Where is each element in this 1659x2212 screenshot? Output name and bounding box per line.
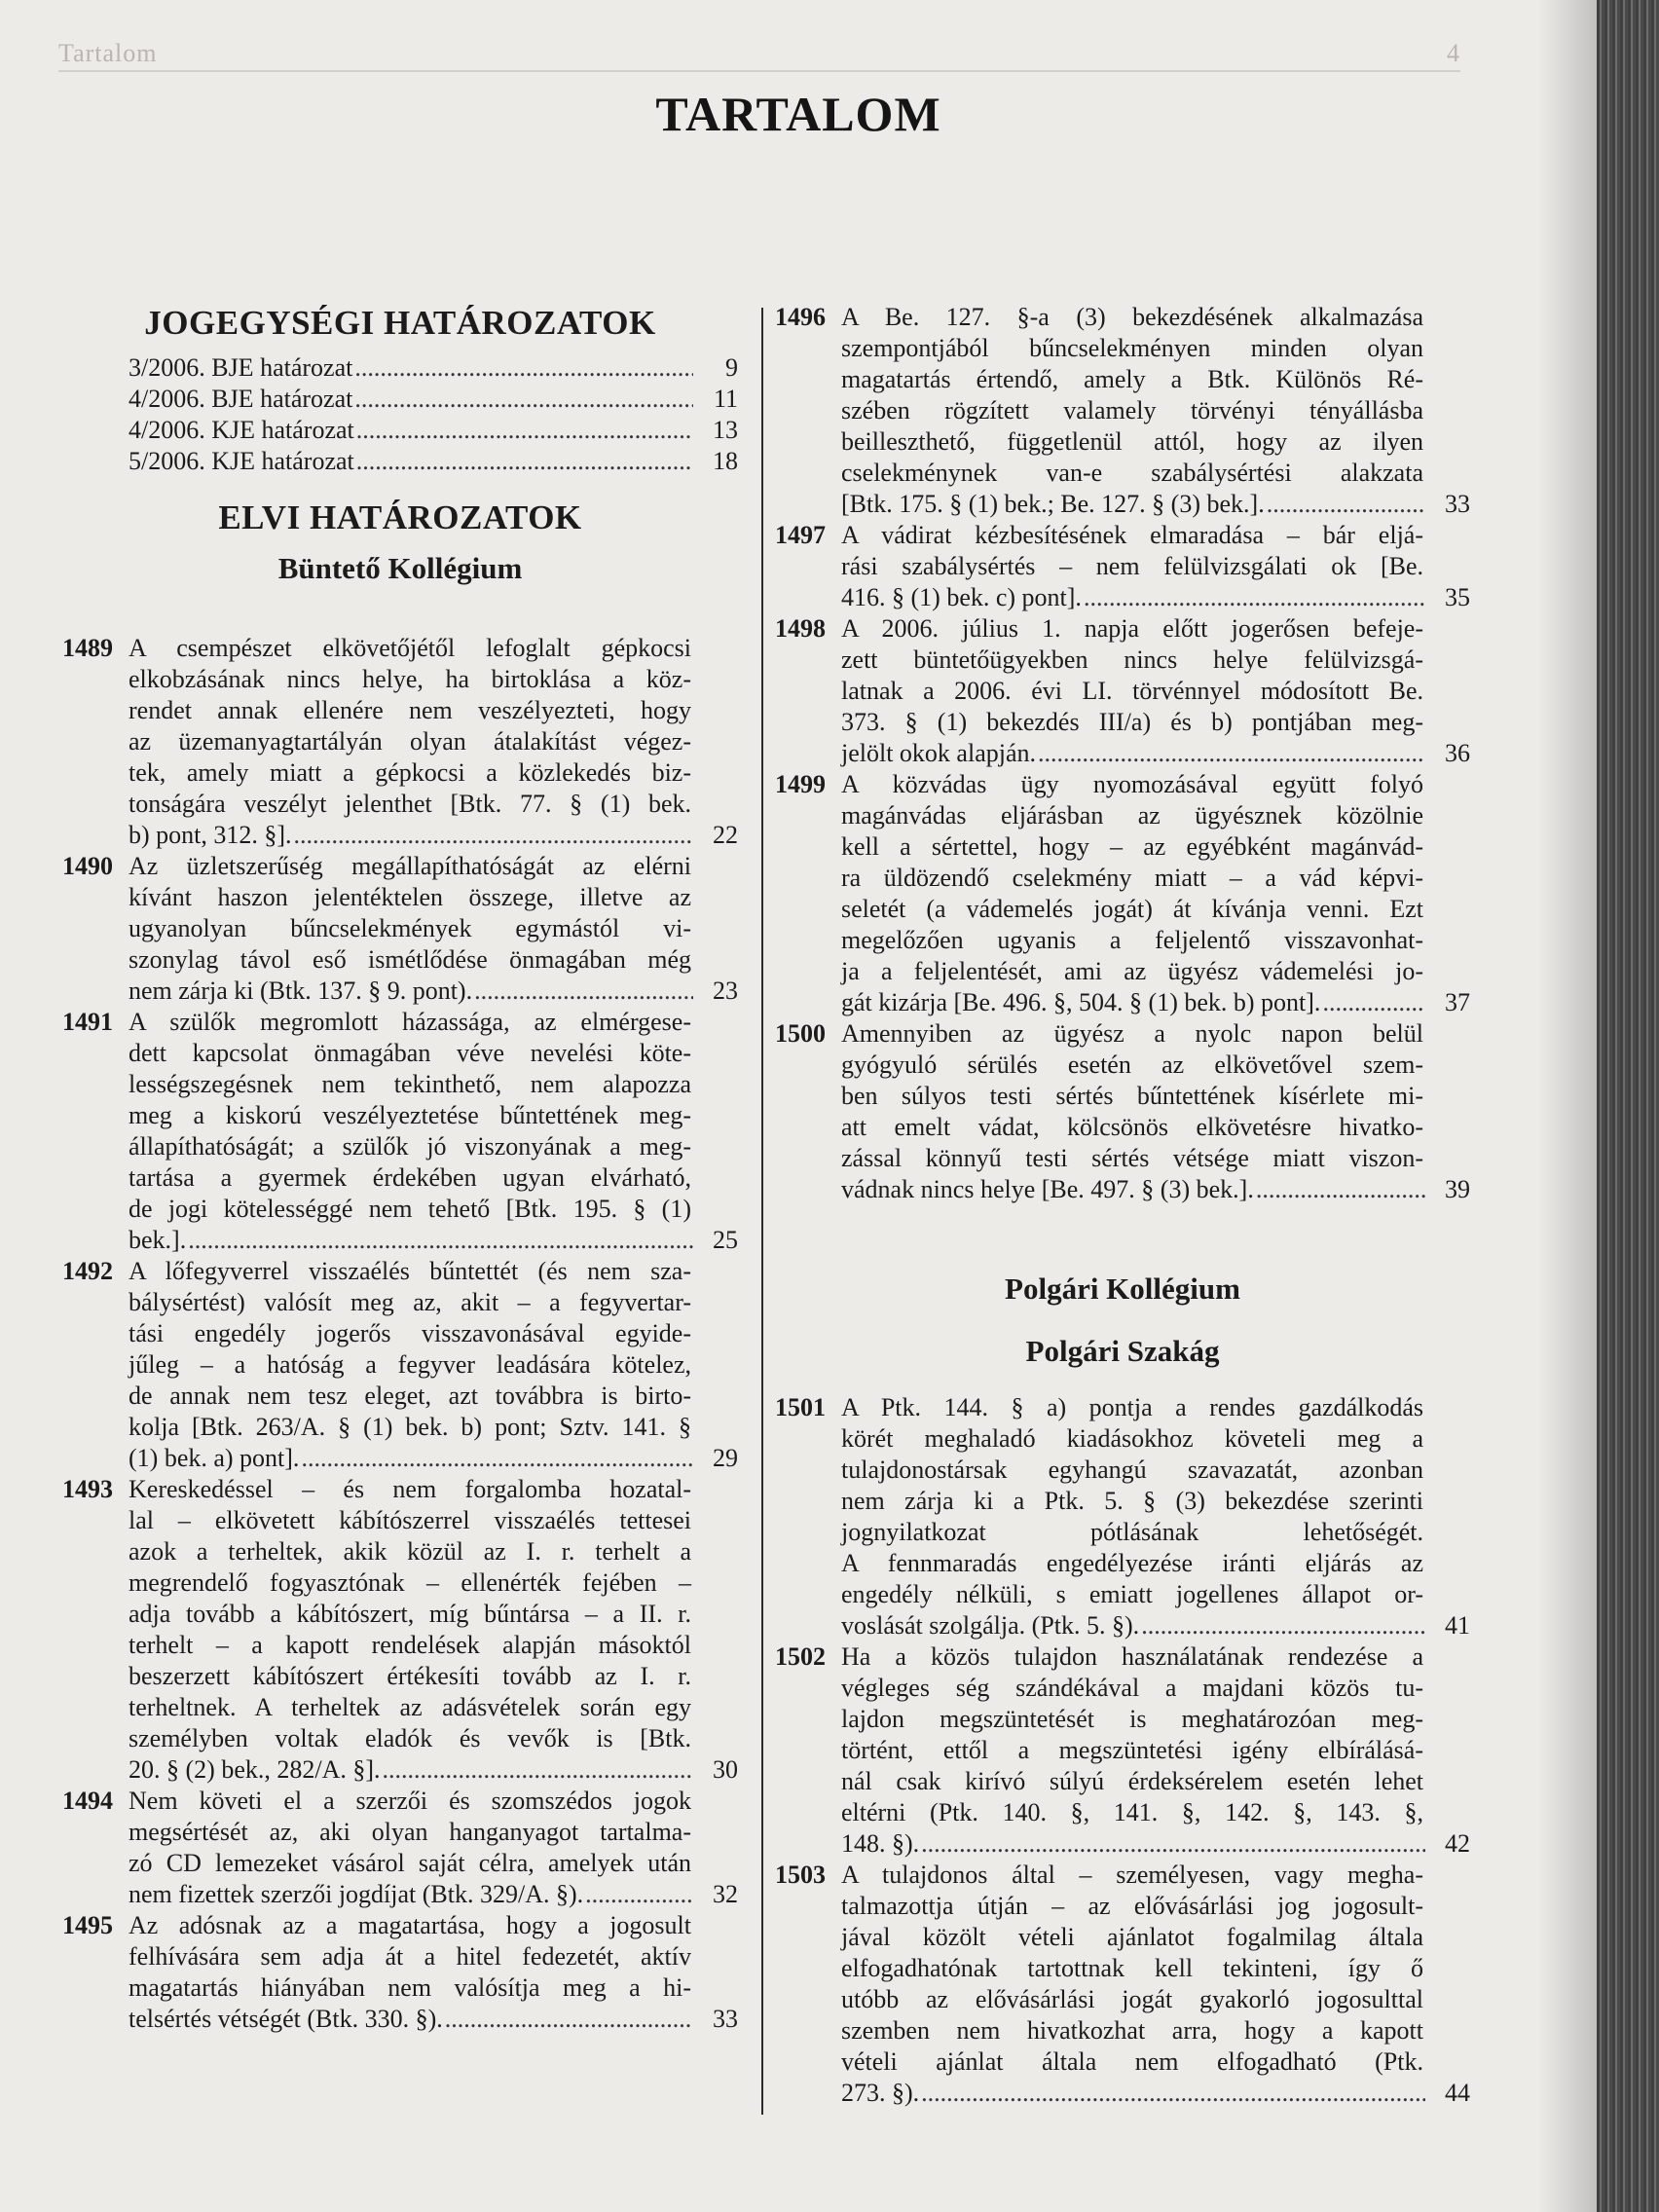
toc-line [62,384,738,415]
entry-number: 1502 [775,1642,826,1671]
entry-line: kell a sértettel, hogy – az egyébként magánvád- [841,832,1423,861]
entry-last-line [841,2078,1470,2109]
page-number: 30 [713,1755,738,1784]
section-heading-elvi: ELVI HATÁROZATOK [218,498,582,536]
right-column [775,302,1470,2109]
dot-leader [474,976,693,1007]
entry-last-line [129,1879,738,1910]
entry-line: bálysértést) valósít meg az, akit – a fegyvertar- [129,1288,691,1316]
entry-number: 1501 [775,1393,826,1421]
entry-line: (1) bek. a) pont]. [129,1444,300,1472]
toc-entry [62,1786,738,1910]
entry-line: terheltnek. A terheltek az adásvételek során egy [129,1693,691,1721]
entry-line: Kereskedéssel – és nem forgalomba hozatal- [129,1475,691,1503]
dot-leader [294,820,693,851]
entry-line: nem fizettek szerzői jogdíjat (Btk. 329/A. §). [129,1880,584,1908]
entry-body [841,1018,1470,1205]
entry-number: 1500 [775,1019,826,1048]
toc-entry [62,1910,738,2035]
entry-line: A Be. 127. §-a (3) bekezdésének alkalmazása [841,303,1423,331]
toc-entry [775,1392,1470,1641]
entry-last-line [129,1754,738,1786]
entry-body [841,520,1470,613]
page-number: 33 [1445,490,1470,518]
page-number: 18 [713,447,738,475]
entry-last-line [841,738,1470,769]
entry-last-line [129,1225,738,1256]
entry-body [129,1474,738,1786]
entry-last-line [129,2004,738,2035]
entry-line: elfogadhatónak tartottnak kell tekinteni, így ő [841,1954,1423,1982]
page-number: 32 [713,1880,738,1908]
entry-body [841,1641,1470,1860]
entry-line: A csempészet elkövetőjétől lefoglalt gépkocsi [129,634,691,662]
entry-last-line [841,582,1470,613]
toc-entry [62,633,738,851]
entry-line: magatartás hiányában nem valósítja meg a hi- [129,1973,691,2002]
right-entry-list-a [775,302,1470,1205]
toc-entry [62,1256,738,1474]
entry-body [129,1007,738,1256]
entry-line: gát kizárja [Be. 496. §, 504. § (1) bek. b) pont]. [841,988,1321,1016]
page-number: 39 [1445,1175,1470,1203]
entry-line: jelölt okok alapján. [841,739,1037,767]
entry-number: 1492 [62,1257,113,1285]
entry-line: történt, ettől a megszüntetési igény elbírálásá- [841,1736,1423,1764]
entry-line: talmazottja útján – az elővásárlási jog jogosult- [841,1892,1423,1920]
entry-line: 273. §). [841,2079,920,2107]
entry-line: jognyilatkozat pótlásának lehetőségét. [841,1518,1423,1546]
toc-entry [775,520,1470,613]
page-number: 29 [713,1444,738,1472]
entry-line: engedély nélküli, s emiatt jogellenes állapot or- [841,1580,1423,1608]
entry-number: 1498 [775,614,826,643]
entry-line: A vádirat kézbesítésének elmaradása – bár eljá- [841,521,1423,549]
page-number: 35 [1445,583,1470,611]
dot-leader [356,415,693,446]
entry-line: lal – elkövetett kábítószerrel visszaélés tettesei [129,1506,691,1534]
toc-entry [775,1641,1470,1860]
dot-leader [1267,489,1425,520]
toc-line [62,352,738,384]
entry-last-line [841,1174,1470,1205]
entry-last-line [841,1828,1470,1860]
entry-body [841,302,1470,520]
entry-line: Nem követi el a szerzői és szomszédos jogok [129,1787,691,1815]
dot-leader [921,1828,1425,1860]
entry-line: beilleszthető, függetlenül attól, hogy az ilyen [841,427,1423,456]
entry-line: az üzemanyagtartályán olyan átalakítást végez- [129,727,691,756]
entry-line: Az üzletszerűség megállapíthatóságát az elérni [129,852,691,880]
toc-entry [62,851,738,1007]
entry-line: Az adósnak az a magatartása, hogy a jogosult [129,1911,691,1939]
entry-line: de jogi kötelességgé nem tehető [Btk. 195. § (1) [129,1195,691,1223]
entry-line: rási szabálysértés – nem felülvizsgálati ok [Be. [841,552,1423,580]
entry-line: meg a kiskorú veszélyeztetése bűntettének meg- [129,1101,691,1129]
entry-body [129,1786,738,1910]
entry-line: lességszegésnek nem tekinthető, nem alapozza [129,1070,691,1098]
entry-line: utóbb az elővásárlási jogát gyakorló jogosulttal [841,1985,1423,2013]
entry-line: állapíthatóságát; a szülők jó viszonyának a meg- [129,1132,691,1161]
dot-leader [1038,738,1425,769]
page-number: 9 [725,353,738,382]
section-heading-buntet: Büntető Kollégium [277,551,523,585]
column-divider [761,308,763,2115]
entry-line: tonságára veszélyt jelenthet [Btk. 77. § (1) bek. [129,790,691,818]
page-number: 22 [713,821,738,849]
entry-line: ugyanolyan bűncselekmények egymástól vi- [129,914,691,942]
entry-line: att emelt vádat, kölcsönös elkövetésre hivatko- [841,1113,1423,1141]
entry-number: 1497 [775,521,826,549]
entry-line: felhívására sem adja át a hitel fedezetét, aktív [129,1942,691,1971]
page-number: 37 [1445,988,1470,1016]
page-number: 33 [713,2005,738,2033]
entry-line: eltérni (Ptk. 140. §, 141. §, 142. §, 143. §, [841,1798,1423,1826]
entry-last-line [129,976,738,1007]
entry-line: 416. § (1) bek. c) pont]. [841,583,1082,611]
entry-line: Ha a közös tulajdon használatának rendezése a [841,1642,1423,1671]
toc-entry [62,1474,738,1786]
entry-line: A szülők megromlott házassága, az elmérgese- [129,1008,691,1036]
entry-line: dett kapcsolat önmagában véve nevelési köte- [129,1039,691,1067]
toc-line [62,415,738,446]
entry-line: 20. § (2) bek., 282/A. §]. [129,1755,381,1784]
toc-label: 4/2006. BJE határozat [129,385,353,413]
page-number: 41 [1445,1611,1470,1640]
entry-line: megelőzően ugyanis a feljelentő visszavonhat- [841,926,1423,954]
dot-leader [356,446,693,477]
entry-line: szonylag távol eső ismétlődése önmagában még [129,945,691,974]
entry-line: 148. §). [841,1829,920,1858]
section-heading-polgari-kollegium: Polgári Kollégium [1005,1272,1240,1306]
entry-line: nem zárja ki a Ptk. 5. § (3) bekezdése szerinti [841,1487,1423,1515]
entry-line: ja a feljelentését, ami az ügyész vádemelési jo- [841,957,1423,985]
page-number: 13 [713,416,738,444]
entry-body [129,1256,738,1474]
entry-number: 1499 [775,770,826,798]
entry-line: b) pont, 312. §]. [129,821,292,849]
entry-line: jűleg – a hatóság a fegyver leadására kötelez, [129,1350,691,1379]
entry-line: terhelt – a kapott rendelések alapján másoktól [129,1631,691,1659]
entry-line: adja tovább a kábítószert, míg bűntársa – a II. r. [129,1600,691,1628]
dot-leader [1256,1174,1425,1205]
toc-entry [775,1860,1470,2109]
entry-line: bek.]. [129,1226,187,1254]
entry-line: Amennyiben az ügyész a nyolc napon belül [841,1019,1423,1048]
page-number: 42 [1445,1829,1470,1858]
entry-number: 1494 [62,1787,113,1815]
left-entry-list [62,633,738,2035]
entry-line: zó CD lemezeket vásárol saját célra, amelyek után [129,1849,691,1877]
entry-line: tulajdonostársak egyhangú szavazatát, azonban [841,1456,1423,1484]
entry-line: beszerzett kábítószert értékesíti tovább az I. r. [129,1662,691,1690]
entry-body [841,769,1470,1018]
entry-last-line [841,987,1470,1018]
entry-line: cselekménynek van-e szabálysértési alakzata [841,459,1423,487]
page-number: 11 [713,385,738,413]
entry-line: megrendelő fogyasztónak – ellenérték fejében – [129,1568,691,1597]
page-number: 25 [713,1226,738,1254]
entry-line: A 2006. július 1. napja előtt jogerősen befeje- [841,614,1423,643]
entry-body [841,1392,1470,1641]
entry-number: 1495 [62,1911,113,1939]
dot-leader [445,2004,693,2035]
entry-number: 1489 [62,634,113,662]
entry-body [129,851,738,1007]
toc-line [62,446,738,477]
running-head-title: Tartalom [58,39,158,67]
left-column [62,302,738,2035]
toc-entry [775,769,1470,1018]
jogegysegi-list [62,352,738,477]
entry-line: személyben voltak eladók és vevők is [Btk. [129,1724,691,1752]
entry-line: voslását szolgálja. (Ptk. 5. §). [841,1611,1140,1640]
entry-line: nál csak kirívó súlyú érdeksérelem esetén lehet [841,1767,1423,1795]
dot-leader [585,1879,693,1910]
running-head-page-number: 4 [1447,39,1460,67]
dot-leader [1322,987,1425,1018]
entry-line: lajdon megszüntetését is meghatározóan meg- [841,1705,1423,1733]
page-number: 36 [1445,739,1470,767]
entry-line: telsértés vétségét (Btk. 330. §). [129,2005,443,2033]
entry-line: szében rögzített valamely törvényi tényállásba [841,396,1423,424]
toc-label: 4/2006. KJE határozat [129,416,354,444]
dot-leader [354,352,693,384]
entry-last-line [129,820,738,851]
section-heading-jogegysegi: JOGEGYSÉGI HATÁROZATOK [144,304,656,342]
entry-last-line [841,1610,1470,1641]
entry-line: vádnak nincs helye [Be. 497. § (3) bek.]. [841,1175,1254,1203]
entry-number: 1503 [775,1861,826,1889]
toc-label: 3/2006. BJE határozat [129,353,353,382]
entry-line: magánvádas eljárásban az ügyésznek közölnie [841,801,1423,830]
entry-line: ra üldözendő cselekmény miatt – a vád képvi- [841,864,1423,892]
dot-leader [354,384,693,415]
entry-line: A fennmaradás engedélyezése iránti eljárás az [841,1549,1423,1577]
page-title: TARTALOM [655,87,941,141]
toc-entry [775,1018,1470,1205]
entry-line: A tulajdonos által – személyesen, vagy megha- [841,1861,1423,1889]
dot-leader [188,1225,693,1256]
dot-leader [1141,1610,1425,1641]
entry-body [129,633,738,851]
entry-line: vételi ajánlat általa nem elfogadható (Ptk. [841,2047,1423,2076]
book-page-edges [1597,0,1659,2212]
toc-label: 5/2006. KJE határozat [129,447,354,475]
entry-line: szempontjából bűncselekményen minden olyan [841,334,1423,362]
entry-line: nem zárja ki (Btk. 137. § 9. pont). [129,977,473,1005]
entry-line: tási engedély jogerős visszavonásával egyide- [129,1319,691,1347]
entry-line: megsértését az, aki olyan hanganyagot tartalma- [129,1818,691,1846]
entry-line: magatartás értendő, amely a Btk. Különös Ré- [841,365,1423,393]
dot-leader [1084,582,1425,613]
entry-line: körét meghaladó kiadásokhoz követeli meg a [841,1424,1423,1453]
entry-number: 1490 [62,852,113,880]
entry-line: A Ptk. 144. § a) pontja a rendes gazdálkodás [841,1393,1423,1421]
entry-line: zett büntetőügyekben nincs helye felülvizsgá- [841,645,1423,674]
toc-entry [775,302,1470,520]
entry-line: elkobzásának nincs helye, ha birtoklása a köz- [129,665,691,693]
entry-line: 373. § (1) bekezdés III/a) és b) pontjában meg- [841,708,1423,736]
entry-line: rendet annak ellenére nem veszélyezteti, hogy [129,696,691,724]
dot-leader [301,1443,693,1474]
entry-line: ben súlyos testi sértés bűntettének kísérlete mi- [841,1082,1423,1110]
entry-line: tek, amely miatt a gépkocsi a közlekedés biz- [129,758,691,787]
right-entry-list-b [775,1392,1470,2109]
entry-last-line [841,489,1470,520]
toc-entry [775,613,1470,769]
entry-line: A lőfegyverrel visszaélés bűntettét (és nem sza- [129,1257,691,1285]
entry-body [841,613,1470,769]
entry-line: seletét (a vádemelés jogát) át kívánja venni. Ezt [841,895,1423,923]
section-heading-polgari-szakag: Polgári Szakág [1025,1334,1220,1368]
entry-last-line [129,1443,738,1474]
entry-line: végleges ség szándékával a majdani közös tu- [841,1674,1423,1702]
toc-entry [62,1007,738,1256]
entry-number: 1491 [62,1008,113,1036]
entry-line: tartása a gyermek érdekében ugyan elvárható, [129,1163,691,1192]
entry-line: jával közölt vételi ajánlatot fogalmilag általa [841,1923,1423,1951]
running-head [58,39,1460,68]
dot-leader [921,2078,1425,2109]
entry-line: szemben nem hivatkozhat arra, hogy a kapott [841,2016,1423,2045]
entry-number: 1493 [62,1475,113,1503]
entry-line: [Btk. 175. § (1) bek.; Be. 127. § (3) bek.]. [841,490,1265,518]
dot-leader [383,1754,693,1786]
entry-body [841,1860,1470,2109]
entry-line: kolja [Btk. 263/A. § (1) bek. b) pont; Sztv. 141. § [129,1413,691,1441]
entry-line: azok a terheltek, akik közül az I. r. terhelt a [129,1537,691,1566]
entry-number: 1496 [775,303,826,331]
entry-line: de annak nem tesz eleget, azt továbbra is birto- [129,1382,691,1410]
page-number: 23 [713,977,738,1005]
entry-body [129,1910,738,2035]
entry-line: kívánt haszon jelentéktelen összege, illetve az [129,883,691,911]
entry-line: zással könnyű testi sértés vétsége miatt viszon- [841,1144,1423,1172]
entry-line: latnak a 2006. évi LI. törvénnyel módosított Be. [841,677,1423,705]
header-rule [58,70,1460,72]
page-number: 44 [1445,2079,1470,2107]
entry-line: A közvádas ügy nyomozásával együtt folyó [841,770,1423,798]
entry-line: gyógyuló sérülés esetén az elkövetővel szem- [841,1051,1423,1079]
